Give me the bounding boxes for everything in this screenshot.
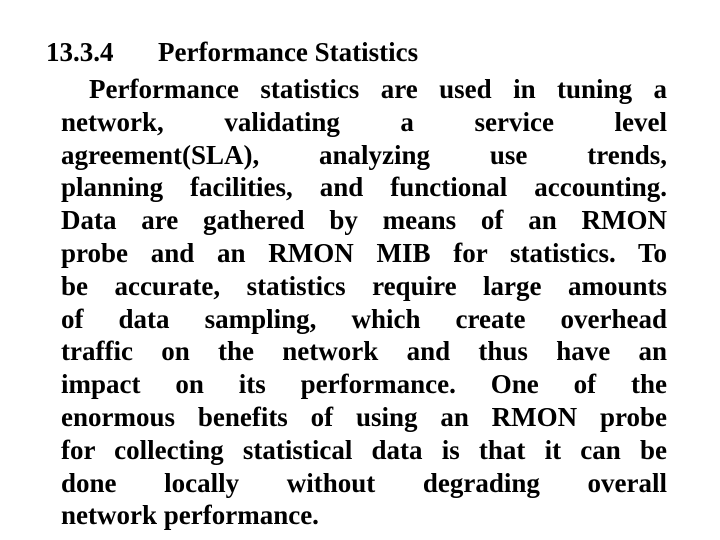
paragraph-line: done locally without degrading overall — [61, 467, 667, 498]
paragraph-line: network, validating a service level — [61, 106, 667, 137]
section-title: Performance Statistics — [158, 37, 419, 67]
body-paragraph — [61, 73, 667, 532]
paragraph-line: Data are gathered by means of an RMON — [61, 205, 667, 236]
paragraph-line: enormous benefits of using an RMON probe — [61, 401, 667, 432]
paragraph-line: be accurate, statistics require large amounts — [61, 270, 667, 301]
paragraph-line: impact on its performance. One of the — [61, 369, 667, 400]
paragraph-line: for collecting statistical data is that it can be — [61, 434, 667, 465]
paragraph-line: agreement(SLA), analyzing use trends, — [61, 139, 667, 170]
paragraph-line: probe and an RMON MIB for statistics. To — [61, 237, 667, 268]
paragraph-line: Performance statistics are used in tuning a — [89, 74, 667, 104]
section-heading — [46, 36, 418, 68]
paragraph-line: planning facilities, and functional accounting. — [61, 172, 667, 203]
paragraph-line: of data sampling, which create overhead — [61, 303, 667, 334]
paragraph-line: network performance. — [61, 500, 319, 531]
paragraph-line: traffic on the network and thus have an — [61, 336, 667, 367]
section-number: 13.3.4 — [46, 37, 114, 67]
